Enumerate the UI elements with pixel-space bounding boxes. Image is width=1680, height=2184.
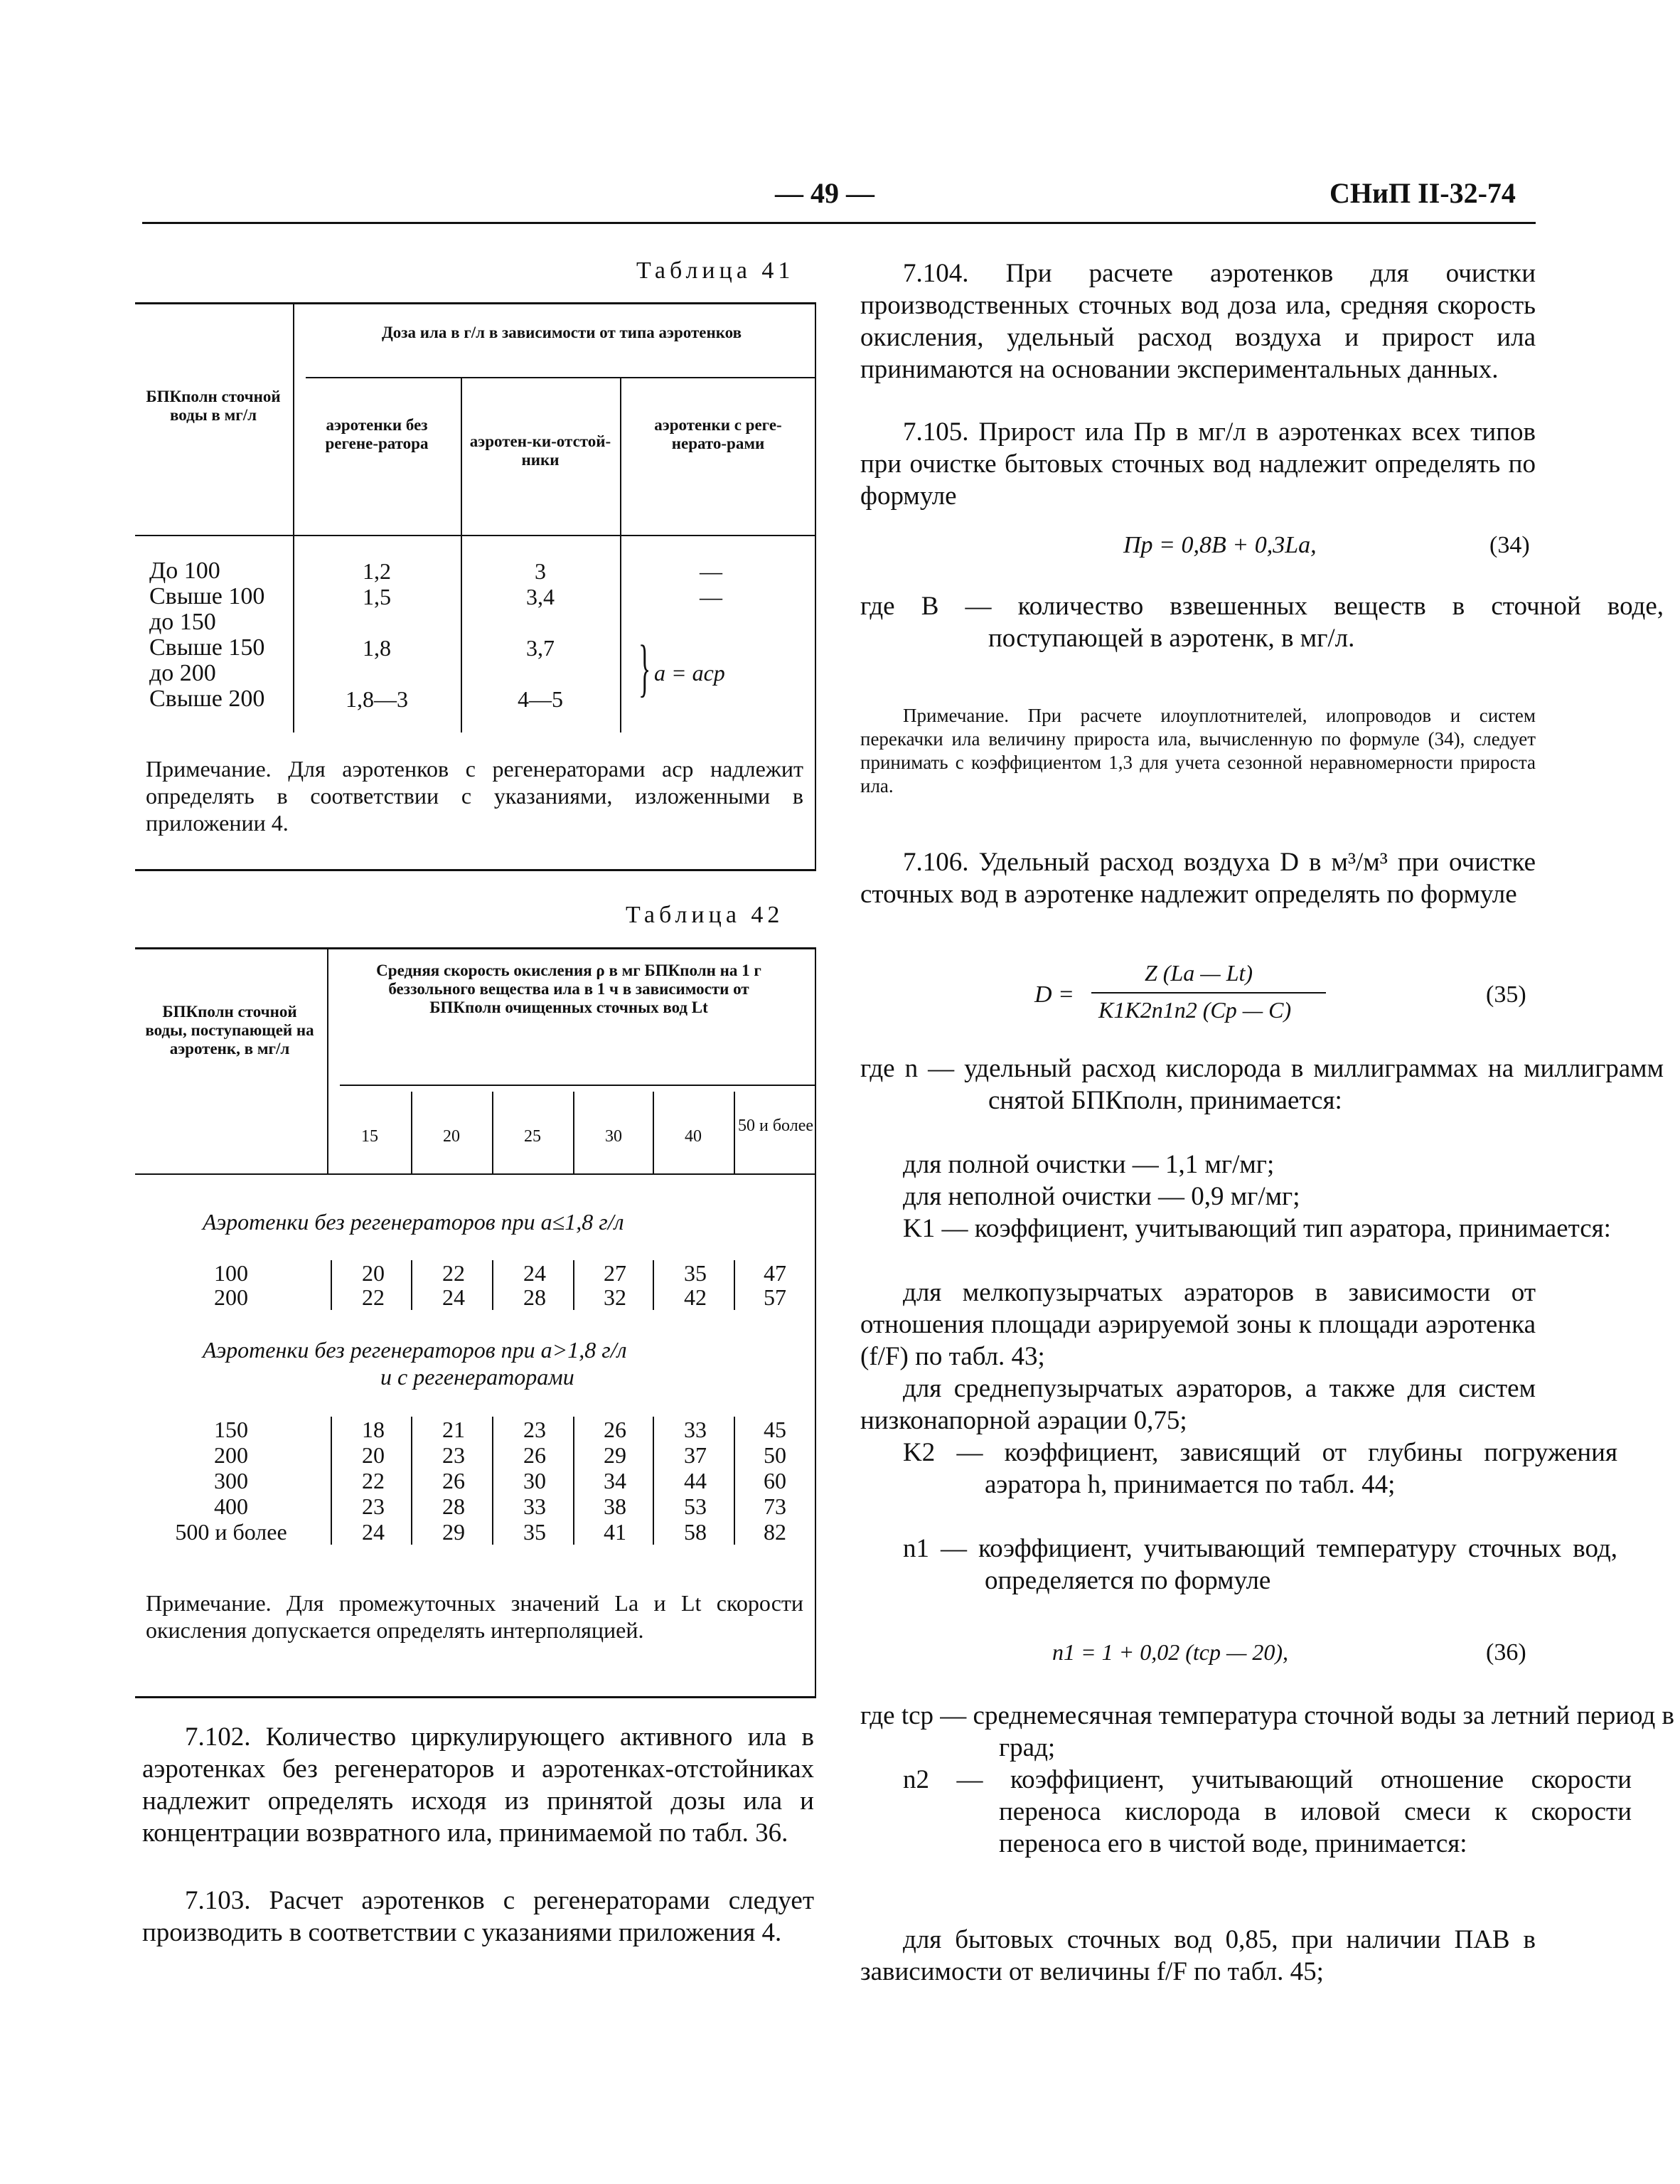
table-cell: 28 xyxy=(523,1284,546,1310)
table-cell: 300 xyxy=(214,1468,248,1493)
table-cell: — xyxy=(700,584,722,609)
table41-top-border xyxy=(135,302,816,304)
table-cell: 24 xyxy=(362,1519,385,1545)
table-cell: 38 xyxy=(604,1493,626,1519)
table-cell: 20 xyxy=(362,1260,385,1286)
table-row: до 200 xyxy=(149,660,216,686)
table-row: Свыше 150 xyxy=(149,634,265,661)
table41-caption: Таблица 41 xyxy=(636,257,795,284)
paragraph-7-105: 7.105. Прирост ила Пр в мг/л в аэротенках всех типов при очистке бытовых сточных вод надлежит определять по формуле xyxy=(860,417,1536,511)
table-cell: 21 xyxy=(442,1417,465,1442)
definition-n2: n2 — коэффициент, учитывающий отношение скорости переноса кислорода в иловой смеси к скорости переноса его в чистой воде, принимается: xyxy=(903,1765,1632,1858)
table-cell: 35 xyxy=(523,1519,546,1545)
lt-value: 40 xyxy=(685,1127,702,1146)
table-cell: 33 xyxy=(523,1493,546,1519)
table-cell: 37 xyxy=(684,1442,707,1468)
fine-bubble: для мелкопузырчатых аэраторов в зависимости от отношения площади аэрируемой зоны к площади аэротенка (f/F) по табл. 43; xyxy=(860,1278,1536,1371)
partial-treatment: для неполной очистки — 0,9 мг/мг; xyxy=(903,1182,1300,1211)
formula-35-lhs: D = xyxy=(1034,981,1074,1008)
table42-bod-header: БПКполн сточной воды, поступающей на аэротенк, в мг/л xyxy=(145,1003,314,1058)
table-cell: 24 xyxy=(523,1260,546,1286)
table-cell: 24 xyxy=(442,1284,465,1310)
page-number: — 49 — xyxy=(775,177,874,209)
table-cell: 33 xyxy=(684,1417,707,1442)
table42-section2-line2: и с регенераторами xyxy=(380,1364,574,1390)
table-cell: 32 xyxy=(604,1284,626,1310)
table-cell: 44 xyxy=(684,1468,707,1493)
table-cell: 58 xyxy=(684,1519,707,1545)
table-cell: 26 xyxy=(442,1468,465,1493)
table41-col2-header: аэротен-ки-отстой-ники xyxy=(469,432,611,469)
table-cell: 60 xyxy=(764,1468,786,1493)
table-cell: 73 xyxy=(764,1493,786,1519)
table41-col1-header: аэротенки без регене-ратора xyxy=(325,416,429,452)
document-code: СНиП II-32-74 xyxy=(1329,177,1516,209)
lt-value: 15 xyxy=(361,1127,378,1146)
formula-36: n1 = 1 + 0,02 (tср — 20), xyxy=(1052,1639,1289,1665)
definition-b: где B — количество взвешенных веществ в сточной воде, поступающей в аэротенк, в мг/л. xyxy=(860,592,1664,653)
table-cell: 200 xyxy=(214,1284,248,1310)
table-cell: 3,7 xyxy=(526,635,555,661)
table-cell: 22 xyxy=(442,1260,465,1286)
paragraph-7-106: 7.106. Удельный расход воздуха D в м³/м³ при очистке сточных вод в аэротенке надлежит определять по формуле xyxy=(860,848,1536,909)
table-cell: 47 xyxy=(764,1260,786,1286)
table-cell: 23 xyxy=(523,1417,546,1442)
table-cell: 34 xyxy=(604,1468,626,1493)
paragraph-7-104: 7.104. При расчете аэротенков для очистки производственных сточных вод доза ила, средняя скорость окисления, удельный расход воздуха и прирост ила принимаются на основании экспериментальных данных. xyxy=(860,259,1536,384)
table-cell: 1,8 xyxy=(363,635,391,661)
table-cell: 500 и более xyxy=(175,1519,287,1545)
table-cell: 1,2 xyxy=(363,558,391,584)
definition-n1: n1 — коэффициент, учитывающий температуру сточных вод, определяется по формуле xyxy=(903,1534,1617,1595)
table-cell: 28 xyxy=(442,1493,465,1519)
definition-k1: K1 — коэффициент, учитывающий тип аэратора, принимается: xyxy=(903,1214,1611,1243)
table-cell: — xyxy=(700,558,722,584)
brace: } xyxy=(638,633,651,703)
table42-group-header: Средняя скорость окисления ρ в мг БПКполн на 1 г беззольного вещества ила в 1 ч в зависимости от БПКполн очищенных сточных вод Lt xyxy=(376,962,761,1016)
table-cell: 4—5 xyxy=(518,686,563,712)
table-cell: 30 xyxy=(523,1468,546,1493)
table-cell: 1,8—3 xyxy=(346,686,408,712)
formula-35-number: (35) xyxy=(1486,981,1526,1008)
table-cell: 29 xyxy=(442,1519,465,1545)
table41-bod-header: БПКполн сточной воды в мг/л xyxy=(146,388,281,424)
definition-k2: K2 — коэффициент, зависящий от глубины погружения аэратора h, принимается по табл. 44; xyxy=(903,1438,1617,1499)
table-cell: 200 xyxy=(214,1442,248,1468)
full-treatment: для полной очистки — 1,1 мг/мг; xyxy=(903,1150,1275,1179)
table-cell: 1,5 xyxy=(363,584,391,609)
formula-34-number: (34) xyxy=(1489,532,1530,558)
table-cell: 42 xyxy=(684,1284,707,1310)
table-row: до 150 xyxy=(149,609,216,635)
lt-value: 25 xyxy=(524,1127,541,1146)
table-cell: 26 xyxy=(604,1417,626,1442)
fraction-bar xyxy=(1091,992,1326,994)
table-cell: 53 xyxy=(684,1493,707,1519)
brace-value: a = aср xyxy=(654,660,725,686)
table-cell: 23 xyxy=(362,1493,385,1519)
table-cell: 27 xyxy=(604,1260,626,1286)
table-row: Свыше 100 xyxy=(149,583,265,609)
formula-35-numerator: Z (La — Lt) xyxy=(1145,960,1253,986)
table-cell: 45 xyxy=(764,1417,786,1442)
table-cell: 23 xyxy=(442,1442,465,1468)
table41-col3-header: аэротенки с реге-нерато-рами xyxy=(654,416,782,452)
lt-value: 30 xyxy=(605,1127,622,1146)
table-cell: 400 xyxy=(214,1493,248,1519)
table-cell: 20 xyxy=(362,1442,385,1468)
table-cell: 29 xyxy=(604,1442,626,1468)
table-cell: 50 xyxy=(764,1442,786,1468)
paragraph-7-102: 7.102. Количество циркулирующего активного ила в аэротенках без регенераторов и аэротенках-отстойниках надлежит определять исходя из принятой дозы ила и концентрации возвратного ила, принимаемой по табл. 36. xyxy=(142,1722,814,1848)
table42-section1: Аэротенки без регенераторов при a≤1,8 г/л xyxy=(203,1209,624,1235)
table-cell: 3,4 xyxy=(526,584,555,609)
table42-section2-line1: Аэротенки без регенераторов при a>1,8 г/л xyxy=(203,1337,627,1363)
header-rule xyxy=(142,222,1536,224)
formula-35-denominator: K1K2n1n2 (Cp — C) xyxy=(1098,997,1292,1023)
table42-caption: Таблица 42 xyxy=(626,902,784,928)
table42-top-border xyxy=(135,947,816,949)
formula-36-number: (36) xyxy=(1486,1639,1526,1666)
table41-group-header: Доза ила в г/л в зависимости от типа аэротенков xyxy=(381,324,742,341)
table-cell: 18 xyxy=(362,1417,385,1442)
table42-note: Примечание. Для промежуточных значений La и Lt скорости окисления допускается определять интерполяцией. xyxy=(146,1590,803,1643)
table-cell: 26 xyxy=(523,1442,546,1468)
table-row: Свыше 200 xyxy=(149,686,265,712)
table-cell: 57 xyxy=(764,1284,786,1310)
table41-note: Примечание. Для аэротенков с регенераторами aср надлежит определять в соответствии с указаниями, изложенными в приложении 4. xyxy=(146,756,803,836)
table-cell: 35 xyxy=(684,1260,707,1286)
domestic-wastewater: для бытовых сточных вод 0,85, при наличии ПАВ в зависимости от величины f/F по табл. 45; xyxy=(860,1925,1536,1986)
paragraph-7-103: 7.103. Расчет аэротенков с регенераторами следует производить в соответствии с указаниями приложения 4. xyxy=(142,1886,814,1947)
table-cell: 150 xyxy=(214,1417,248,1442)
table-cell: 22 xyxy=(362,1468,385,1493)
lt-value: 20 xyxy=(443,1127,460,1146)
medium-bubble: для среднепузырчатых аэраторов, а также для систем низконапорной аэрации 0,75; xyxy=(860,1374,1536,1435)
table-cell: 22 xyxy=(362,1284,385,1310)
table-row: До 100 xyxy=(149,558,220,584)
table-cell: 82 xyxy=(764,1519,786,1545)
table-cell: 100 xyxy=(214,1260,248,1286)
table-cell: 3 xyxy=(535,558,546,584)
note-7-105: Примечание. При расчете илоуплотнителей, илопроводов и систем перекачки ила величину прироста ила, вычисленную по формуле (34), следует принимать с коэффициентом 1,3 для учета сезонной неравномерности прироста ила. xyxy=(860,705,1536,797)
table-cell: 41 xyxy=(604,1519,626,1545)
lt-value: 50 и более xyxy=(737,1117,814,1135)
formula-34: Пр = 0,8B + 0,3La, xyxy=(1123,532,1317,558)
definition-n: где n — удельный расход кислорода в миллиграммах на миллиграмм снятой БПКполн, принимается: xyxy=(860,1054,1664,1115)
definition-tcp: где tср — среднемесячная температура сточной воды за летний период в град; xyxy=(860,1701,1674,1762)
